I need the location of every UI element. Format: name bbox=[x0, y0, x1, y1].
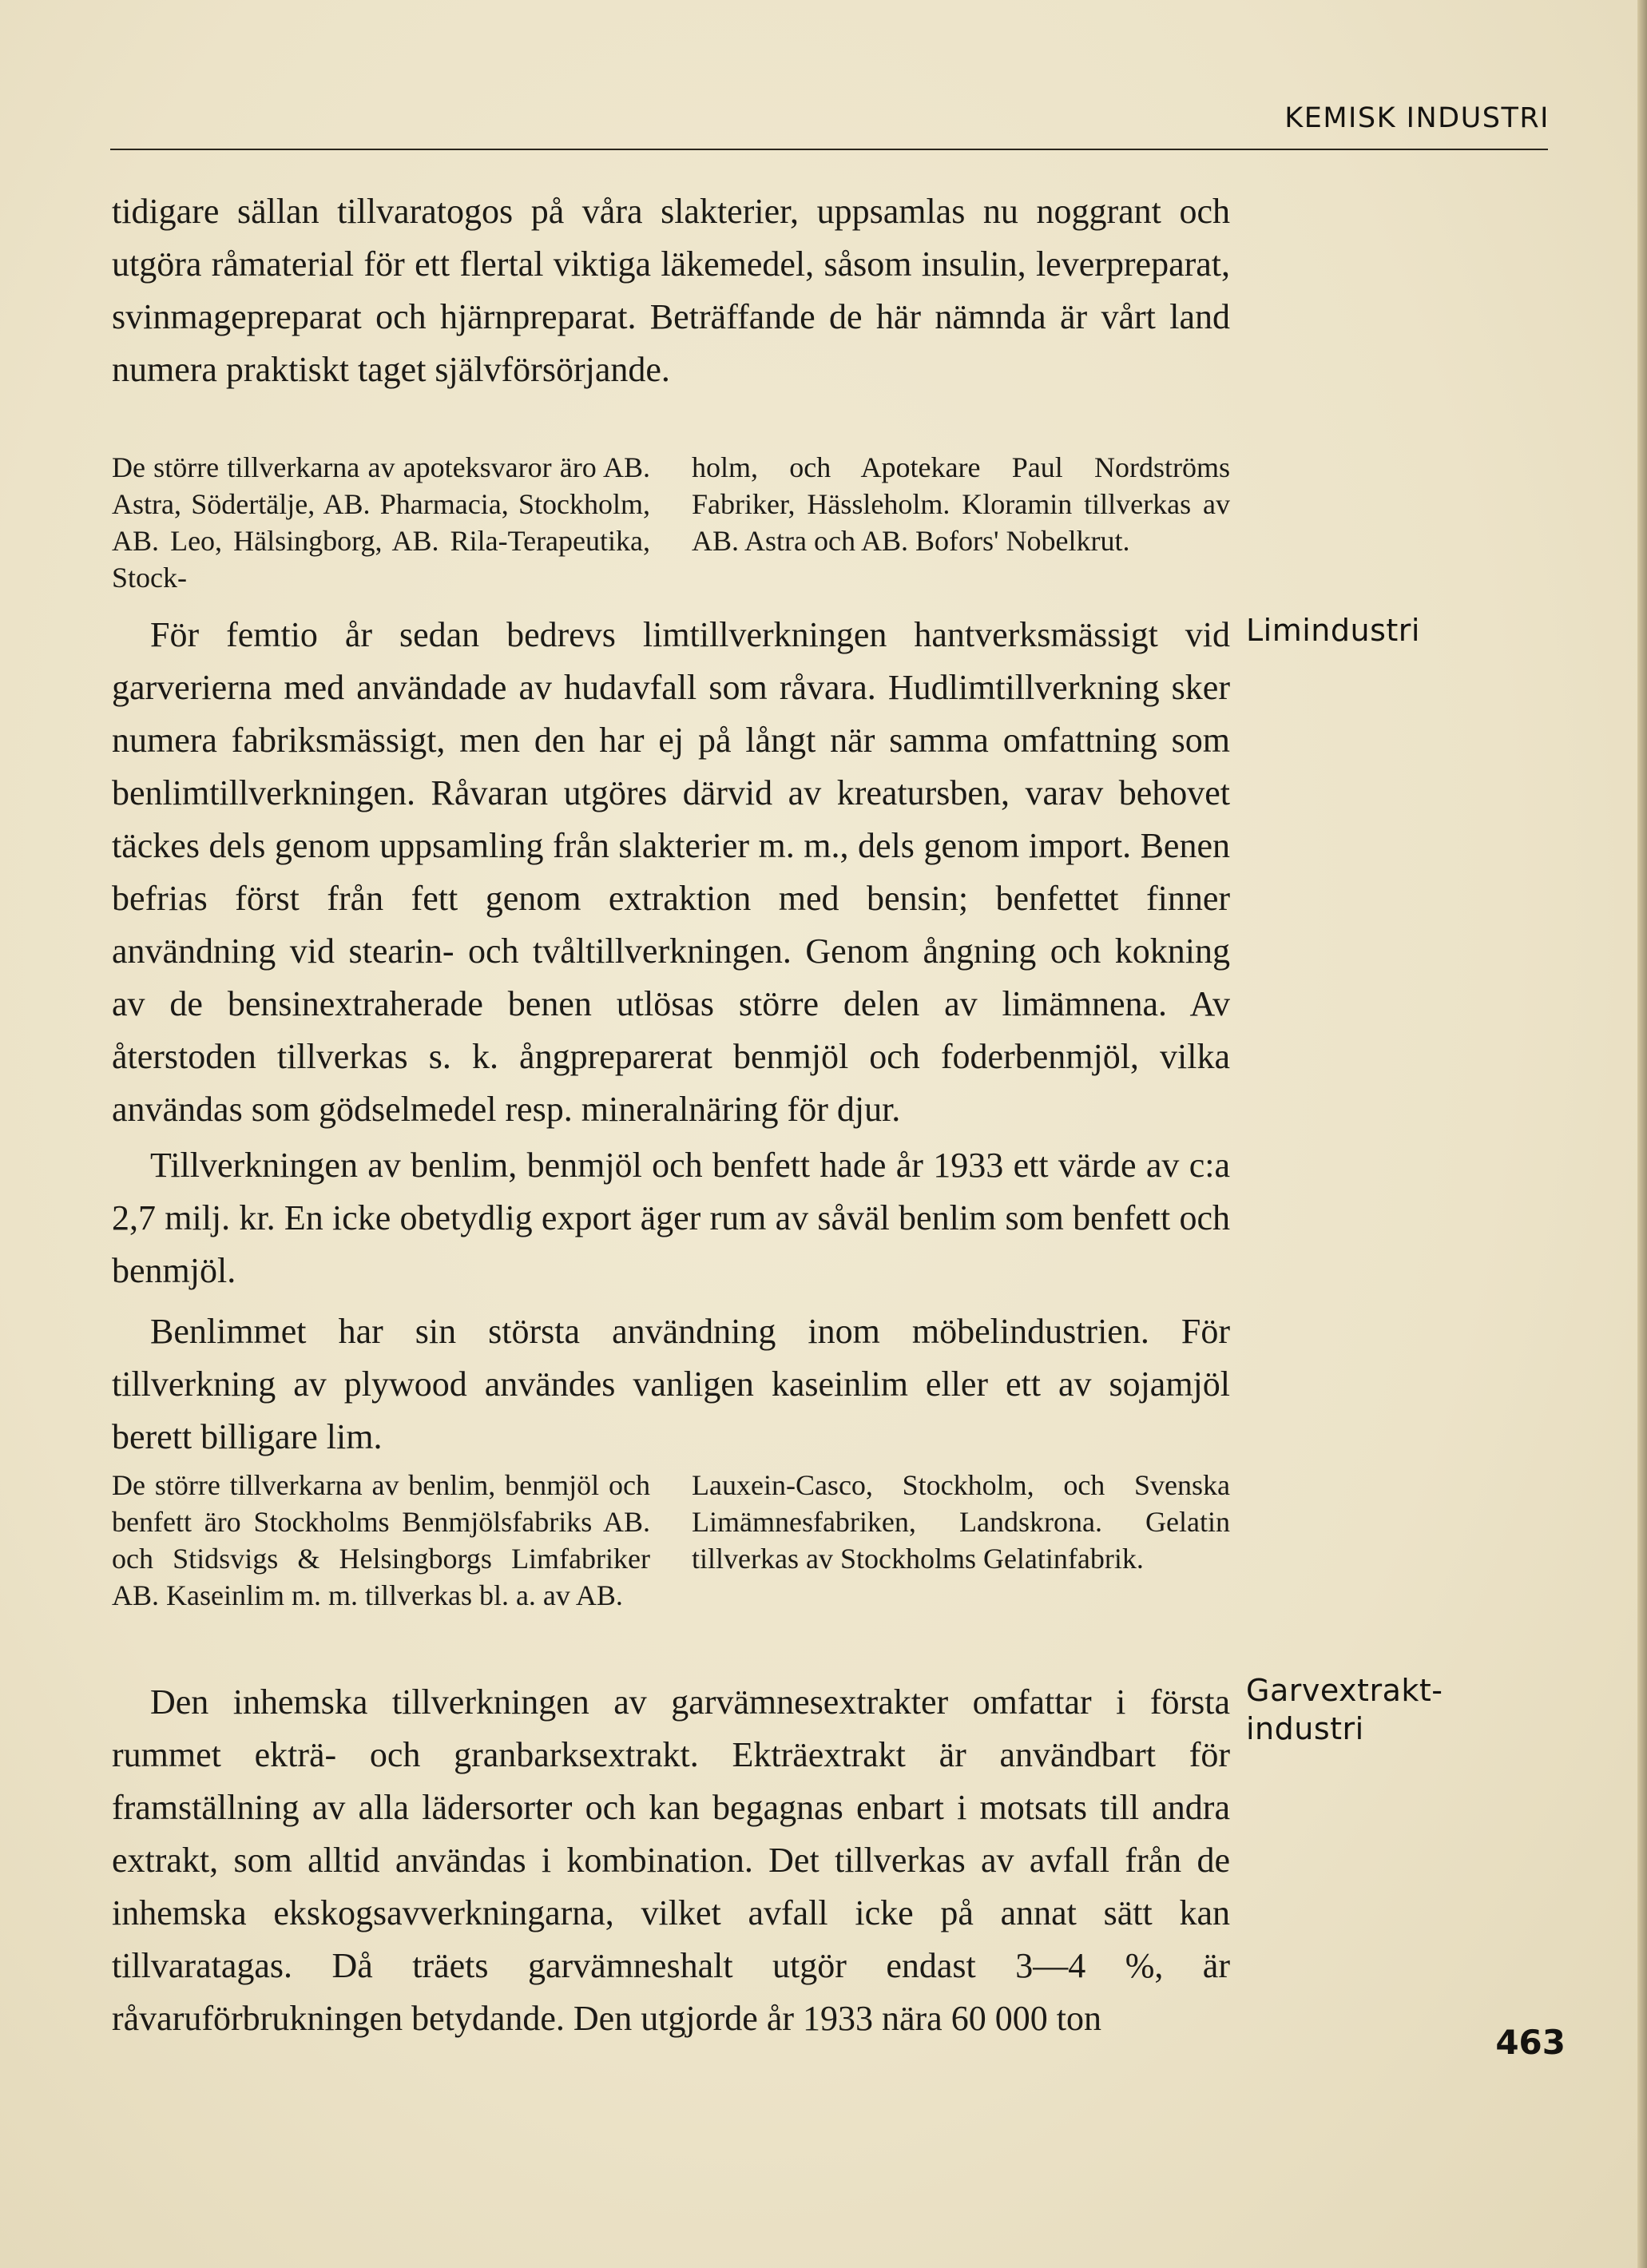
running-head: KEMISK INDUSTRI bbox=[1284, 102, 1550, 134]
intro-paragraph: tidigare sällan tillvaratogos på våra slakterier, uppsamlas nu noggrant och utgöra råmaterial för ett flertal viktiga läkemedel, såsom insulin, leverpreparat, svinmagepreparat och hjärnpreparat. Beträffande de här nämnda är vårt land numera praktiskt taget självförsörjande. bbox=[112, 192, 1230, 389]
fine-print-lim bbox=[112, 1467, 1230, 1614]
margin-heading-limindustri bbox=[1246, 611, 1550, 649]
lim-paragraph-2: Tillverkningen av benlim, benmjöl och benfett hade år 1933 ett värde av c:a 2,7 milj. kr. En icke obetydlig export äger rum av såväl benlim som benfett och benmjöl. bbox=[112, 1146, 1230, 1290]
fine-print-pharma-col2: holm, och Apotekare Paul Nordströms Fabriker, Hässleholm. Kloramin tillverkas av AB. Astra och AB. Bofors' Nobelkrut. bbox=[692, 451, 1230, 557]
fine-print-pharma bbox=[112, 449, 1230, 596]
page-number: 463 bbox=[1495, 2023, 1566, 2062]
margin-heading-garvextrakt bbox=[1246, 1671, 1550, 1748]
lim-paragraph-3: Benlimmet har sin största användning inom möbelindustrien. För tillverkning av plywood användes vanligen kaseinlim eller ett av sojamjöl berett billigare lim. bbox=[112, 1312, 1230, 1456]
garv-paragraph-1: Den inhemska tillverkningen av garvämnesextrakter omfattar i första rummet ekträ- och granbarksextrakt. Ekträextrakt är användbart för framställning av alla lädersorter och kan begagnas enbart i motsats till andra extrakt, som alltid användas i kombination. Det tillverkas av avfall från de inhemska ekskogsavverkningarna, vilket avfall icke på annat sätt kan tillvaratagas. Då träets garvämneshalt utgör endast 3—4 %, är råvaruförbrukningen betydande. Den utgjorde år 1933 nära 60 000 ton bbox=[112, 1682, 1230, 2038]
margin-heading-garvextrakt-line2: industri bbox=[1246, 1711, 1364, 1746]
fine-print-pharma-col1: De större tillverkarna av apoteksvaror äro AB. Astra, Södertälje, AB. Pharmacia, Stockholm, AB. Leo, Hälsingborg, AB. Rila-Terapeutika, Stock- bbox=[112, 451, 650, 594]
margin-heading-garvextrakt-line1: Garvextrakt- bbox=[1246, 1673, 1443, 1708]
lim-paragraph-1: För femtio år sedan bedrevs limtillverkningen hantverksmässigt vid garverierna med användade av hudavfall som råvara. Hudlimtillverkning sker numera fabriksmässigt, men den har ej på långt när samma omfattning som benlimtillverkningen. Råvaran utgöres därvid av kreatursben, varav behovet täckes dels genom uppsamling från slakterier m. m., dels genom import. Benen befrias först från fett genom extraktion med bensin; benfettet finner användning vid stearin- och tvåltillverkningen. Genom ångning och kokning av de bensinextraherade benen utlösas större delen av limämnena. Av återstoden tillverkas s. k. ångpreparerat benmjöl och foderbenmjöl, vilka användas som gödselmedel resp. mineralnäring för djur. bbox=[112, 615, 1230, 1129]
header-rule bbox=[110, 149, 1548, 150]
page-edge-shadow bbox=[1637, 0, 1647, 2268]
fine-print-lim-col2: Lauxein-Casco, Stockholm, och Svenska Limämnesfabriken, Landskrona. Gelatin tillverkas av Stockholms Gelatinfabrik. bbox=[692, 1469, 1230, 1575]
fine-print-lim-col1: De större tillverkarna av benlim, benmjöl och benfett äro Stockholms Benmjölsfabriks AB. och Stidsvigs & Helsingborgs Limfabriker AB. Kaseinlim m. m. tillverkas bl. a. av AB. bbox=[112, 1469, 650, 1611]
margin-heading-limindustri-text: Limindustri bbox=[1246, 613, 1420, 648]
